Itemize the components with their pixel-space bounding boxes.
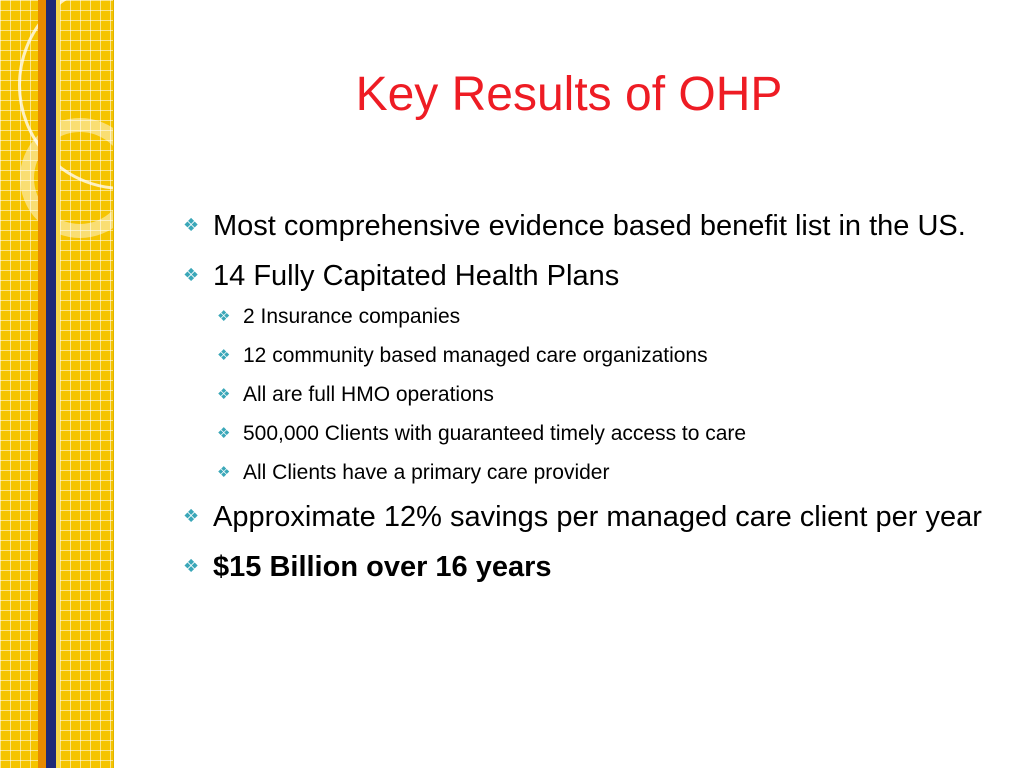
- diamond-bullet-icon: ❖: [183, 265, 200, 286]
- diamond-bullet-icon: ❖: [183, 556, 200, 577]
- diamond-bullet-icon: ❖: [217, 307, 231, 325]
- sub-bullet-item: [217, 302, 993, 331]
- diamond-bullet-icon: ❖: [217, 463, 231, 481]
- sub-bullet-text: 2 Insurance companies: [243, 305, 461, 328]
- slide-title: Key Results of OHP: [355, 68, 783, 121]
- bullet-text: Most comprehensive evidence based benefit list in the US.: [213, 210, 966, 242]
- sub-bullet-item: [217, 458, 993, 487]
- diamond-bullet-icon: ❖: [183, 506, 200, 527]
- diamond-bullet-icon: ❖: [183, 215, 200, 236]
- bullet-item: [183, 256, 993, 296]
- decorative-stripe-orange: [38, 0, 46, 768]
- bullet-item-emphasis: [183, 547, 993, 587]
- diamond-bullet-icon: ❖: [217, 424, 231, 442]
- sub-bullet-item: [217, 419, 993, 448]
- bullet-text: 14 Fully Capitated Health Plans: [213, 260, 620, 292]
- decorative-side-panel: [0, 0, 114, 768]
- sub-bullet-text: All Clients have a primary care provider: [243, 461, 610, 484]
- sub-bullet-text: 500,000 Clients with guaranteed timely access to care: [243, 422, 747, 445]
- diamond-bullet-icon: ❖: [217, 385, 231, 403]
- sub-bullet-text: 12 community based managed care organizations: [243, 344, 708, 367]
- sub-bullet-list: [183, 302, 993, 487]
- sub-bullet-item: [217, 380, 993, 409]
- sub-bullet-text: All are full HMO operations: [243, 383, 494, 406]
- bullet-item: [183, 206, 993, 246]
- decorative-stripe-blue: [46, 0, 56, 768]
- diamond-bullet-icon: ❖: [217, 346, 231, 364]
- bullet-list: [183, 206, 993, 597]
- sub-bullet-item: [217, 341, 993, 370]
- bullet-item: [183, 497, 993, 537]
- decorative-stripe-yellow: [56, 0, 60, 768]
- bullet-text: Approximate 12% savings per managed care client per year: [213, 501, 982, 533]
- bullet-text: $15 Billion over 16 years: [213, 551, 552, 583]
